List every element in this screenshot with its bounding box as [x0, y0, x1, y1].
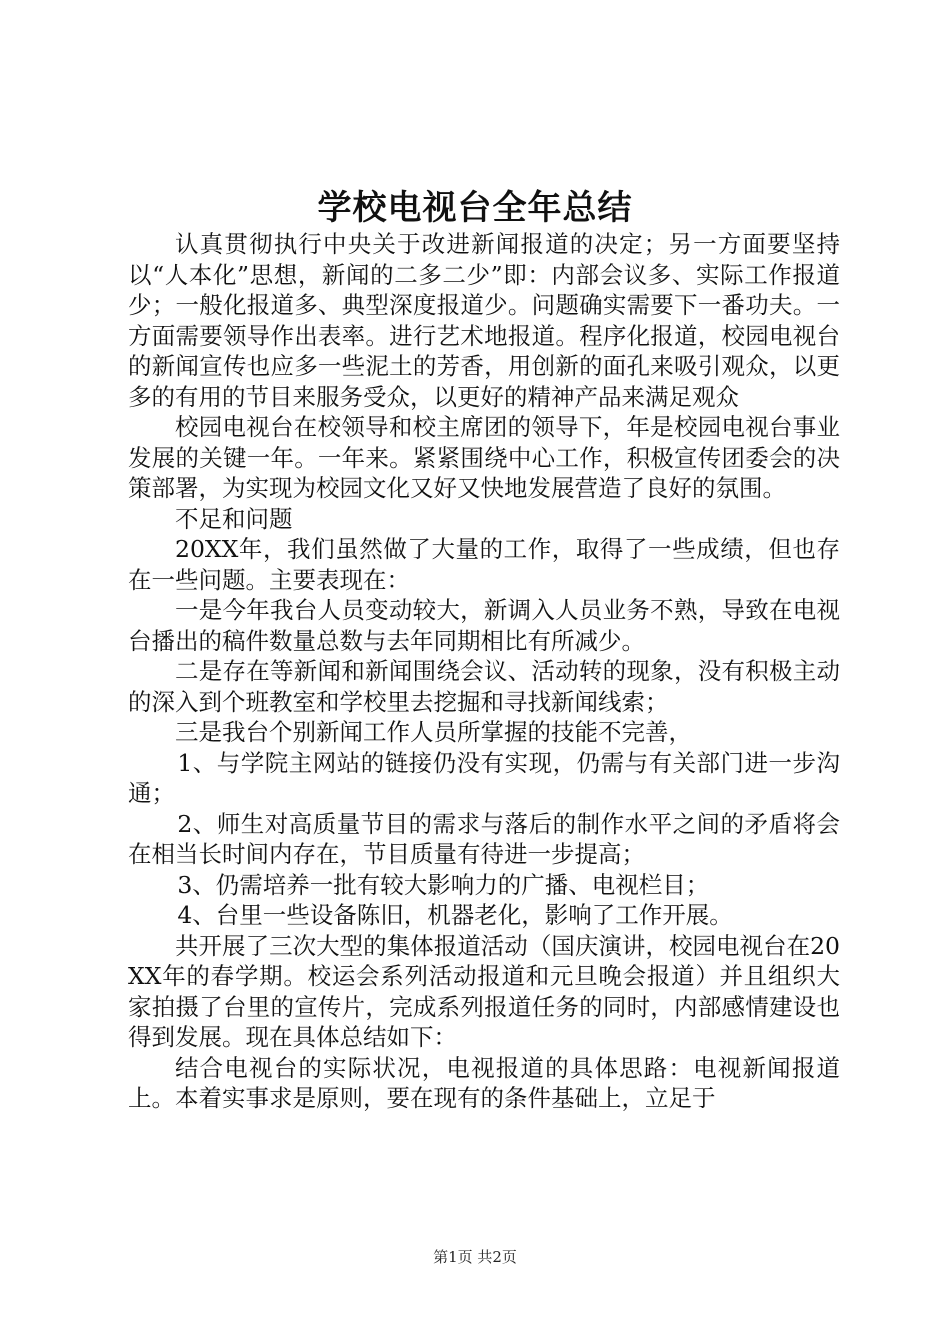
- list-item-1: 1、与学院主网站的链接仍没有实现，仍需与有关部门进一步沟通；: [128, 748, 840, 807]
- document-title: 学校电视台全年总结: [317, 188, 633, 228]
- paragraph-activities: 共开展了三次大型的集体报道活动（国庆演讲，校园电视台在20XX年的春学期。校运会系列活动报道和元旦晚会报道）并且组织大家拍摄了台里的宣传片，完成系列报道任务的同时，内部感情建设也得到发展。现在具体总结如下：: [128, 931, 840, 1051]
- paragraph-overview: 校园电视台在校领导和校主席团的领导下，年是校园电视台事业发展的关键一年。一年来。紧紧围绕中心工作，积极宣传团委会的决策部署，为实现为校园文化又好又快地发展营造了良好的氛围。: [128, 413, 840, 502]
- list-item-4: 4、台里一些设备陈旧，机器老化，影响了工作开展。: [177, 901, 733, 929]
- paragraph-problems-summary: 20XX年，我们虽然做了大量的工作，取得了一些成绩，但也存在一些问题。主要表现在：: [128, 535, 840, 594]
- paragraph-problem-1: 一是今年我台人员变动较大，新调入人员业务不熟，导致在电视台播出的稿件数量总数与去年同期相比有所减少。: [128, 596, 840, 655]
- list-item-3: 3、仍需培养一批有较大影响力的广播、电视栏目；: [177, 870, 710, 899]
- paragraph-intro: 认真贯彻执行中央关于改进新闻报道的决定；另一方面要坚持以“人本化”思想，新闻的二多二少”即：内部会议多、实际工作报道少；一般化报道多、典型深度报道少。问题确实需要下一番功夫。一方面需要领导作出表率。进行艺术地报道。程序化报道，校园电视台的新闻宣传也应多一些泥土的芳香，用创新的面孔来吸引观众，以更多的有用的节目来服务受众，以更好的精神产品来满足观众: [128, 230, 840, 411]
- section-heading-problems: 不足和问题: [175, 504, 293, 533]
- paragraph-approach: 结合电视台的实际状况，电视报道的具体思路：电视新闻报道上。本着实事求是原则，要在现有的条件基础上，立足于: [128, 1053, 840, 1112]
- page-footer: 第1页 共2页: [433, 1248, 517, 1266]
- list-item-2: 2、师生对高质量节目的需求与落后的制作水平之间的矛盾将会在相当长时间内存在，节目质量有待进一步提高；: [128, 809, 840, 868]
- paragraph-problem-3: 三是我台个别新闻工作人员所掌握的技能不完善，: [175, 718, 692, 746]
- paragraph-problem-2: 二是存在等新闻和新闻围绕会议、活动转的现象，没有积极主动的深入到个班教室和学校里去挖掘和寻找新闻线索；: [128, 657, 840, 716]
- document-body: [128, 229, 840, 1114]
